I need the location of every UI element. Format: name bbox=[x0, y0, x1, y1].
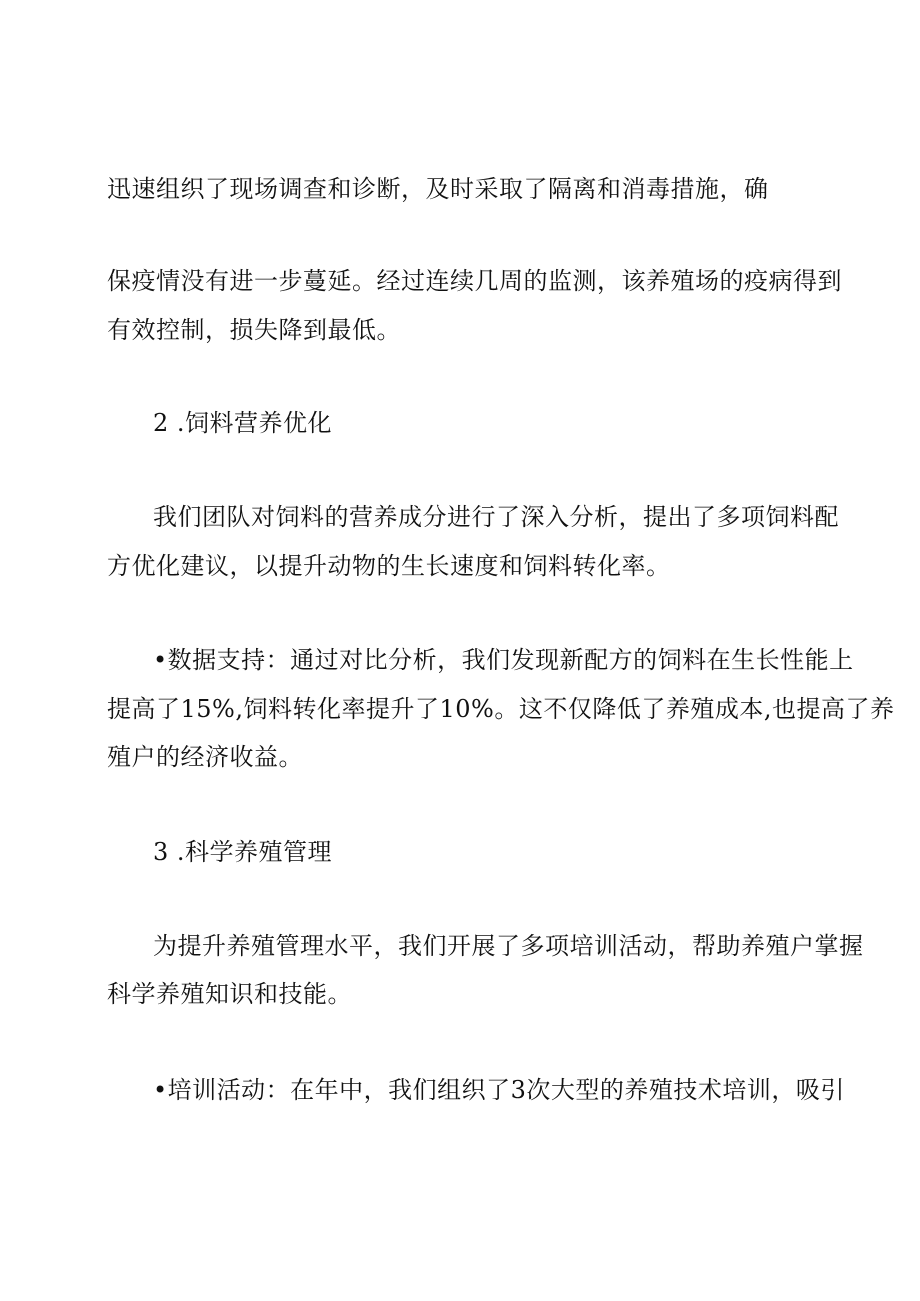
bullet-line: •数据支持：通过对比分析，我们发现新配方的饲料在生长性能上 bbox=[153, 646, 854, 674]
paragraph-line: 为提升养殖管理水平，我们开展了多项培训活动，帮助养殖户掌握 bbox=[153, 932, 864, 960]
section-heading: 3 .科学养殖管理 bbox=[153, 838, 333, 866]
section-heading: 2 .饲料营养优化 bbox=[153, 409, 333, 437]
paragraph-line: 我们团队对饲料的营养成分进行了深入分析，提出了多项饲料配 bbox=[153, 503, 839, 531]
paragraph-line: 提高了15%,饲料转化率提升了10%。这不仅降低了养殖成本,也提高了养 bbox=[107, 695, 895, 723]
paragraph-line: 保疫情没有进一步蔓延。经过连续几周的监测，该养殖场的疫病得到 bbox=[107, 267, 842, 295]
paragraph-line: 殖户的经济收益。 bbox=[107, 743, 303, 771]
paragraph-line: 有效控制，损失降到最低。 bbox=[107, 316, 401, 344]
paragraph-line: 科学养殖知识和技能。 bbox=[107, 980, 352, 1008]
paragraph-line: 方优化建议，以提升动物的生长速度和饲料转化率。 bbox=[107, 552, 671, 580]
bullet-line: •培训活动：在年中，我们组织了3次大型的养殖技术培训，吸引 bbox=[153, 1076, 845, 1104]
paragraph-line: 迅速组织了现场调查和诊断，及时采取了隔离和消毒措施，确 bbox=[107, 175, 769, 203]
